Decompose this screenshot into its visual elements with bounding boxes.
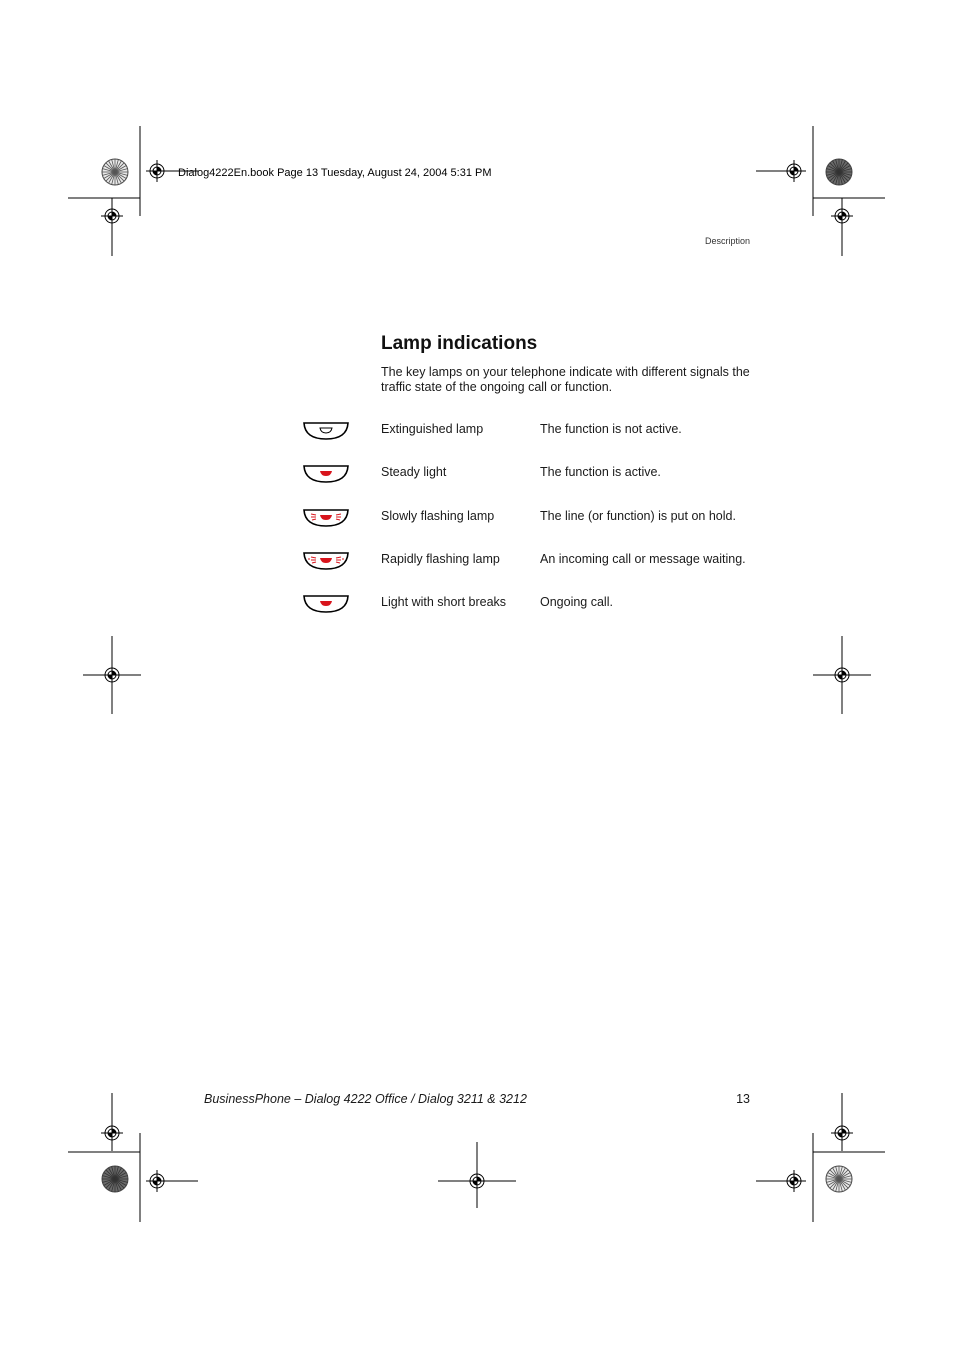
registration-mark-icon [783,160,805,182]
page-title: Lamp indications [381,333,538,354]
registration-mark-icon [831,205,853,227]
lamp-row-fast-flash [300,548,760,572]
lamp-row-extinguished [300,418,760,442]
lamp-flash-fast-icon [302,550,352,572]
lamp-description: The function is not active. [540,422,682,436]
color-wheel-icon [102,159,128,185]
registration-mark-icon [831,664,853,686]
lamp-description: The line (or function) is put on hold. [540,509,736,523]
registration-mark-icon [101,664,123,686]
lamp-on-icon [302,463,352,485]
print-info-header: Dialog4222En.book Page 13 Tuesday, August 24, 2004 5:31 PM [178,167,492,179]
lamp-name: Steady light [381,465,447,479]
lamp-description: The function is active. [540,465,661,479]
registration-mark-icon [831,1122,853,1144]
lamp-off-icon [302,420,352,442]
color-wheel-icon [826,1166,852,1192]
lamp-description: An incoming call or message waiting. [540,552,746,566]
lamp-row-steady [300,461,760,485]
registration-mark-icon [466,1170,488,1192]
color-wheel-icon [102,1166,128,1192]
registration-mark-icon [783,1170,805,1192]
registration-mark-icon [146,160,168,182]
lamp-row-short-breaks [300,591,760,615]
lamp-flash-slow-icon [302,507,352,529]
registration-mark-icon [146,1170,168,1192]
section-label: Description [704,236,750,246]
footer-title: BusinessPhone – Dialog 4222 Office / Dialog 3211 & 3212 [204,1092,527,1106]
lamp-row-slow-flash [300,505,760,529]
lamp-name: Slowly flashing lamp [381,509,495,523]
registration-mark-icon [101,1122,123,1144]
intro-paragraph: The key lamps on your telephone indicate with different signals the traffic state of the ongoing call or function. [381,365,750,394]
registration-mark-icon [101,205,123,227]
lamp-name: Extinguished lamp [381,422,484,436]
lamp-name: Rapidly flashing lamp [381,552,500,566]
lamp-description: Ongoing call. [540,595,613,609]
lamp-name: Light with short breaks [381,595,507,609]
color-wheel-icon [826,159,852,185]
lamp-on-icon [302,593,352,615]
page-number: 13 [736,1092,750,1106]
